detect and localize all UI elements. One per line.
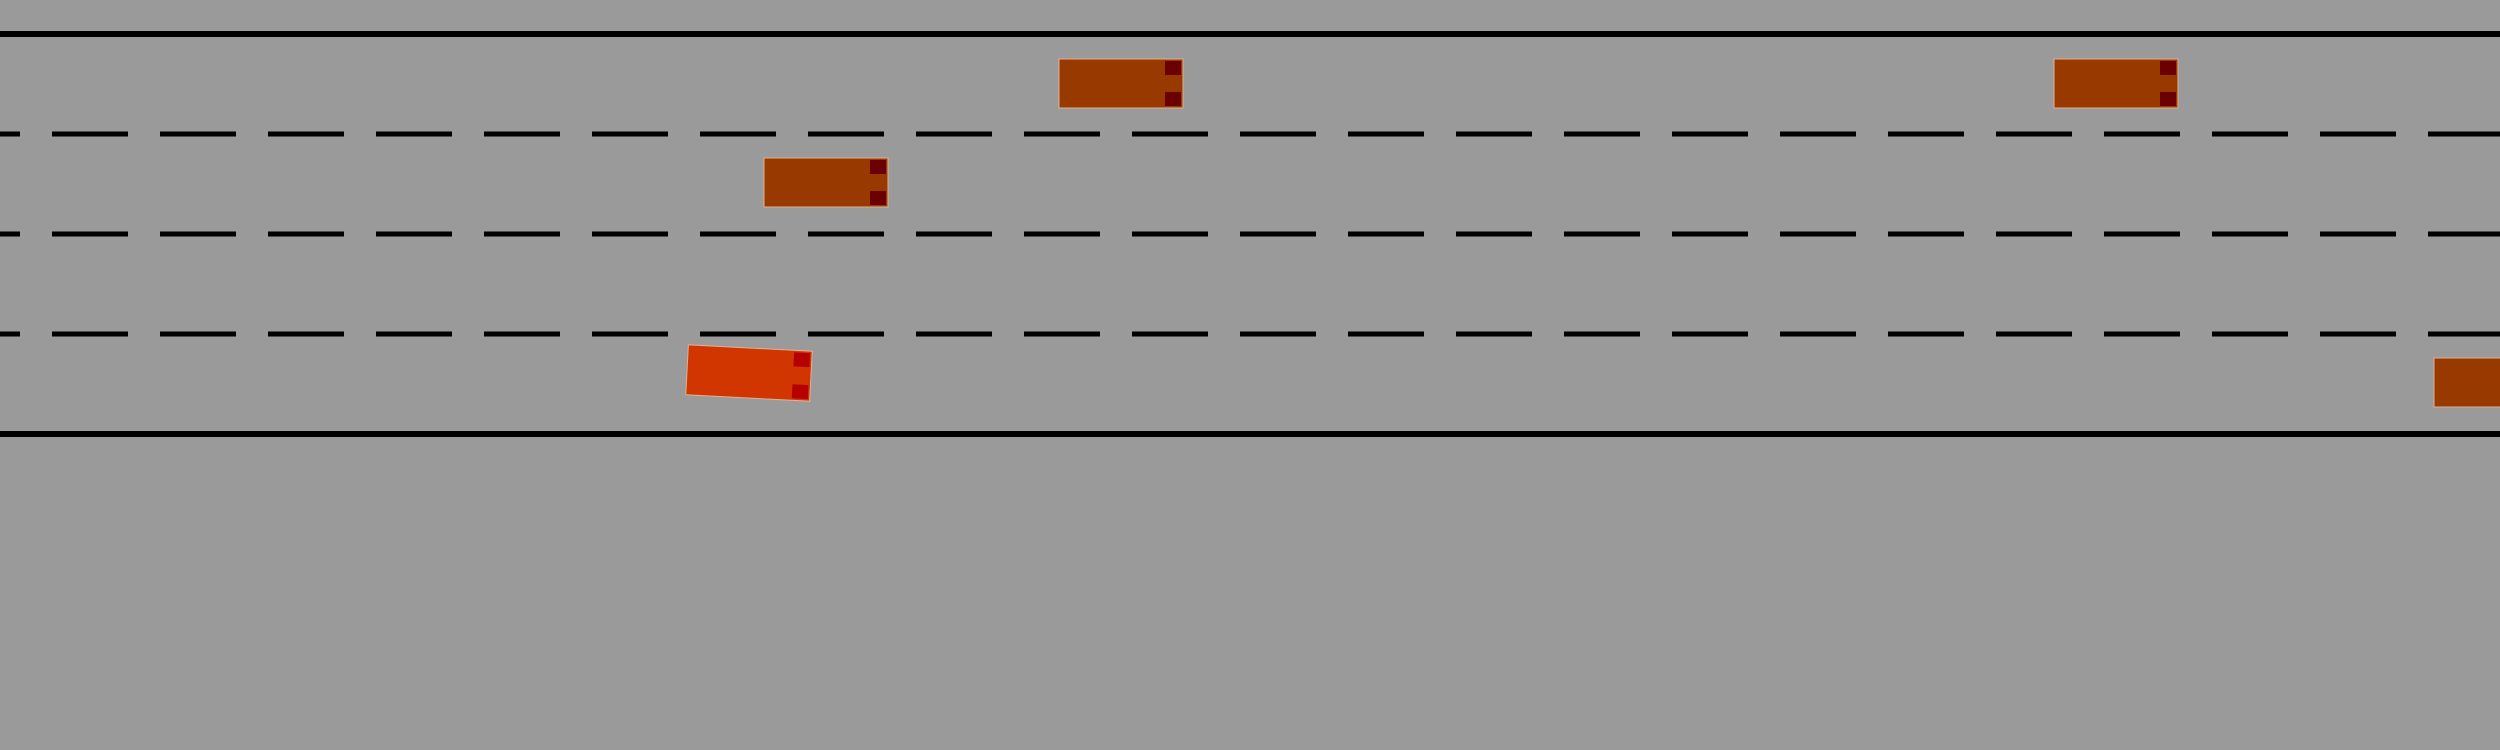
vehicle (764, 158, 888, 207)
vehicle-tail-light (870, 160, 886, 174)
vehicle-body (2054, 59, 2178, 108)
ego-vehicle-tail-light (793, 352, 810, 367)
vehicle-tail-light (870, 191, 886, 205)
vehicle (1059, 59, 1183, 108)
vehicle-tail-light (2160, 92, 2176, 106)
vehicle-tail-light (2160, 61, 2176, 75)
vehicle-tail-light (1165, 92, 1181, 106)
vehicle (2054, 59, 2178, 108)
ego-vehicle (686, 345, 812, 401)
ego-vehicle-tail-light (792, 384, 809, 399)
vehicle-body (2434, 358, 2500, 407)
vehicle-body (1059, 59, 1183, 108)
vehicle-tail-light (1165, 61, 1181, 75)
vehicle (2434, 358, 2500, 407)
vehicle-body (764, 158, 888, 207)
